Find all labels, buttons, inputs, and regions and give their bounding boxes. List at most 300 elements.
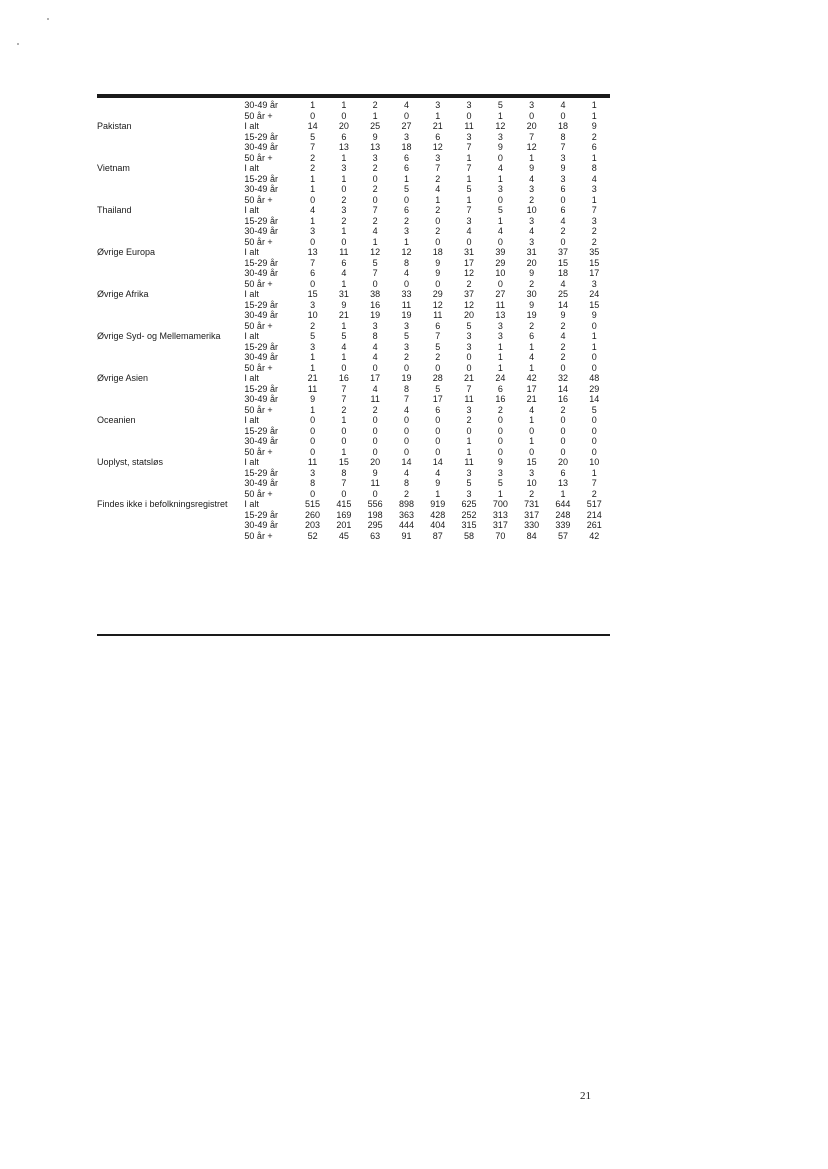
value-cell: 0 [372,194,378,205]
value-cell: 18 [557,121,568,131]
table-row [97,132,610,143]
value-cell: 87 [432,530,443,541]
value-cell: 0 [435,362,441,373]
value-cell: 21 [432,121,443,131]
value-cell: 260 [305,509,321,520]
value-cell: 2 [435,226,441,236]
value-cell: 1 [372,110,378,121]
value-cell: 7 [466,163,472,173]
country-label [97,426,244,437]
value-cell: 37 [464,289,475,299]
value-cell: 4 [591,173,597,184]
table-row [97,447,610,458]
age-group-label: 15-29 år [244,509,278,520]
value-cell: 7 [310,257,316,268]
age-group-label: 15-29 år [244,299,278,310]
table-row [97,384,610,395]
table-row [97,405,610,416]
country-label [97,226,244,237]
table-row [97,342,610,353]
value-cell: 4 [435,184,441,194]
age-group-label: 15-29 år [244,215,278,226]
value-cell: 4 [466,226,472,236]
value-cell: 0 [497,152,503,163]
value-cell: 1 [591,100,597,110]
value-cell: 0 [403,436,409,446]
age-group-label: 50 år + [244,236,273,247]
value-cell: 3 [403,320,409,331]
value-cell: 63 [370,530,381,541]
value-cell: 1 [529,415,535,425]
value-cell: 0 [372,173,378,184]
age-group-label: 15-29 år [244,383,278,394]
value-cell: 6 [560,184,566,194]
value-cell: 10 [307,310,318,320]
value-cell: 317 [524,509,540,520]
age-group-label: 15-29 år [244,131,278,142]
value-cell: 4 [372,226,378,236]
table-row [97,426,610,437]
value-cell: 0 [435,436,441,446]
value-cell: 4 [560,278,566,289]
value-cell: 13 [338,142,349,152]
value-cell: 0 [497,425,503,436]
age-group-label: 15-29 år [244,425,278,436]
value-cell: 0 [591,352,597,362]
country-label [97,363,244,374]
table-row [97,226,610,237]
value-cell: 11 [433,310,443,320]
value-cell: 20 [526,121,537,131]
value-cell: 9 [341,299,347,310]
value-cell: 6 [560,467,566,478]
value-cell: 6 [435,131,441,142]
value-cell: 6 [560,205,566,215]
age-group-label: 30-49 år [244,184,278,194]
value-cell: 1 [591,341,597,352]
table-row [97,468,610,479]
value-cell: 2 [529,320,535,331]
value-cell: 0 [372,362,378,373]
value-cell: 1 [341,226,347,236]
age-group-label: 50 år + [244,152,273,163]
value-cell: 0 [310,436,316,446]
value-cell: 252 [461,509,477,520]
table-row [97,363,610,374]
table-row [97,111,610,122]
value-cell: 6 [591,142,597,152]
value-cell: 4 [403,404,409,415]
value-cell: 0 [435,236,441,247]
value-cell: 3 [497,320,503,331]
value-cell: 38 [370,289,381,299]
value-cell: 29 [589,383,600,394]
value-cell: 4 [372,352,378,362]
value-cell: 8 [403,383,409,394]
value-cell: 5 [403,331,409,341]
value-cell: 5 [310,131,316,142]
value-cell: 444 [398,520,414,530]
value-cell: 3 [372,152,378,163]
age-group-label: I alt [244,121,259,131]
value-cell: 625 [461,499,477,509]
value-cell: 7 [435,331,441,341]
value-cell: 2 [466,415,472,425]
value-cell: 5 [466,478,472,488]
value-cell: 7 [435,163,441,173]
age-group-label: I alt [244,457,259,467]
value-cell: 20 [526,257,537,268]
value-cell: 9 [529,299,535,310]
value-cell: 2 [341,215,347,226]
value-cell: 8 [341,467,347,478]
value-cell: 0 [529,446,535,457]
table-row [97,373,610,384]
value-cell: 3 [466,467,472,478]
value-cell: 4 [403,100,409,110]
value-cell: 14 [401,457,412,467]
value-cell: 11 [370,394,380,404]
value-cell: 295 [367,520,383,530]
age-group-label: 30-49 år [244,394,278,404]
value-cell: 35 [589,247,600,257]
value-cell: 2 [372,404,378,415]
value-cell: 4 [529,404,535,415]
age-group-label: 30-49 år [244,478,278,488]
country-label [97,405,244,416]
table-row [97,415,610,426]
table-row [97,489,610,500]
table-row [97,100,610,111]
value-cell: 0 [435,425,441,436]
value-cell: 11 [401,299,412,310]
value-cell: 3 [497,331,503,341]
value-cell: 4 [560,215,566,226]
age-group-label: I alt [244,205,259,215]
value-cell: 25 [557,289,568,299]
value-cell: 1 [497,488,503,499]
value-cell: 12 [464,268,475,278]
table-row [97,163,610,174]
value-cell: 14 [589,394,600,404]
value-cell: 315 [461,520,477,530]
value-cell: 18 [401,142,412,152]
value-cell: 7 [310,142,316,152]
value-cell: 3 [310,467,316,478]
value-cell: 2 [591,226,597,236]
value-cell: 0 [435,215,441,226]
country-label [97,279,244,290]
value-cell: 18 [557,268,568,278]
value-cell: 3 [435,100,441,110]
value-cell: 31 [338,289,349,299]
value-cell: 700 [492,499,508,509]
value-cell: 0 [560,446,566,457]
country-label: Øvrige Asien [97,373,149,383]
value-cell: 0 [372,425,378,436]
value-cell: 1 [403,173,409,184]
value-cell: 37 [557,247,568,257]
value-cell: 919 [430,499,446,509]
value-cell: 3 [403,131,409,142]
value-cell: 1 [341,173,347,184]
value-cell: 0 [372,415,378,425]
value-cell: 0 [372,446,378,457]
value-cell: 2 [310,320,316,331]
value-cell: 0 [341,436,347,446]
value-cell: 4 [403,467,409,478]
value-cell: 31 [526,247,537,257]
value-cell: 27 [401,121,412,131]
value-cell: 6 [435,404,441,415]
value-cell: 198 [367,509,383,520]
value-cell: 5 [310,331,316,341]
value-cell: 3 [341,205,347,215]
value-cell: 1 [310,215,316,226]
value-cell: 0 [591,362,597,373]
value-cell: 4 [372,383,378,394]
age-group-label: 30-49 år [244,520,278,530]
value-cell: 9 [529,268,535,278]
value-cell: 3 [529,184,535,194]
value-cell: 29 [495,257,506,268]
value-cell: 1 [560,488,566,499]
value-cell: 6 [403,152,409,163]
value-cell: 21 [338,310,349,320]
value-cell: 644 [555,499,571,509]
value-cell: 16 [338,373,349,383]
table-row [97,216,610,227]
value-cell: 5 [497,478,503,488]
country-label [97,468,244,479]
age-group-label: 50 år + [244,488,273,499]
value-cell: 20 [338,121,349,131]
country-label [97,310,244,321]
country-label [97,184,244,195]
value-cell: 0 [591,436,597,446]
value-cell: 1 [372,236,378,247]
value-cell: 0 [497,436,503,446]
value-cell: 1 [497,110,503,121]
value-cell: 3 [403,226,409,236]
value-cell: 17 [432,394,443,404]
value-cell: 9 [591,310,597,320]
value-cell: 6 [529,331,535,341]
value-cell: 0 [403,362,409,373]
value-cell: 42 [589,530,600,541]
age-group-label: 15-29 år [244,467,278,478]
country-label [97,384,244,395]
value-cell: 7 [403,394,409,404]
value-cell: 3 [466,331,472,341]
value-cell: 0 [310,446,316,457]
table-row [97,321,610,332]
value-cell: 2 [560,352,566,362]
value-cell: 6 [403,163,409,173]
table-row [97,394,610,405]
value-cell: 0 [529,110,535,121]
value-cell: 28 [432,373,443,383]
value-cell: 1 [591,467,597,478]
value-cell: 3 [372,320,378,331]
value-cell: 9 [497,142,503,152]
table-row [97,121,610,132]
value-cell: 3 [310,226,316,236]
age-group-label: 30-49 år [244,100,278,110]
value-cell: 2 [529,488,535,499]
value-cell: 1 [591,110,597,121]
age-group-label: I alt [244,499,259,509]
value-cell: 0 [341,488,347,499]
value-cell: 0 [372,488,378,499]
value-cell: 7 [341,394,347,404]
value-cell: 5 [435,383,441,394]
value-cell: 1 [466,152,472,163]
value-cell: 1 [466,446,472,457]
age-group-label: 30-49 år [244,226,278,236]
value-cell: 15 [589,299,600,310]
value-cell: 1 [341,100,347,110]
value-cell: 1 [591,152,597,163]
value-cell: 1 [497,173,503,184]
value-cell: 0 [403,446,409,457]
value-cell: 0 [466,110,472,121]
age-group-label: 15-29 år [244,173,278,184]
value-cell: 2 [591,131,597,142]
table-row [97,457,610,468]
country-label: Uoplyst, statsløs [97,457,164,467]
value-cell: 9 [372,131,378,142]
value-cell: 12 [495,121,506,131]
value-cell: 0 [341,184,347,194]
value-cell: 3 [497,131,503,142]
country-label [97,216,244,227]
value-cell: 8 [560,131,566,142]
value-cell: 3 [403,341,409,352]
value-cell: 31 [464,247,475,257]
value-cell: 0 [341,236,347,247]
value-cell: 2 [310,152,316,163]
value-cell: 0 [466,362,472,373]
value-cell: 0 [310,488,316,499]
table-row [97,520,610,531]
table-top-rule [97,94,610,98]
value-cell: 0 [341,362,347,373]
table-row [97,531,610,542]
value-cell: 18 [432,247,443,257]
country-label [97,300,244,311]
table-row [97,258,610,269]
value-cell: 1 [435,110,441,121]
value-cell: 20 [464,310,475,320]
value-cell: 3 [591,184,597,194]
country-label: Thailand [97,205,132,215]
value-cell: 48 [589,373,600,383]
value-cell: 8 [372,331,378,341]
value-cell: 248 [555,509,571,520]
value-cell: 7 [591,478,597,488]
value-cell: 12 [464,299,475,310]
value-cell: 1 [341,320,347,331]
age-group-label: 30-49 år [244,310,278,320]
value-cell: 3 [529,236,535,247]
country-label [97,520,244,531]
country-label [97,111,244,122]
country-label [97,489,244,500]
value-cell: 9 [529,163,535,173]
value-cell: 556 [367,499,383,509]
value-cell: 7 [341,383,347,394]
value-cell: 0 [497,194,503,205]
country-label [97,174,244,185]
value-cell: 4 [560,331,566,341]
value-cell: 4 [529,173,535,184]
value-cell: 3 [435,152,441,163]
country-label [97,321,244,332]
age-group-label: 50 år + [244,404,273,415]
value-cell: 10 [495,268,506,278]
value-cell: 0 [403,425,409,436]
value-cell: 5 [591,404,597,415]
value-cell: 3 [466,341,472,352]
statistics-table [97,100,610,541]
value-cell: 2 [435,205,441,215]
value-cell: 0 [591,446,597,457]
value-cell: 1 [466,194,472,205]
value-cell: 9 [310,394,316,404]
country-label: Øvrige Syd- og Mellemamerika [97,331,221,341]
value-cell: 0 [529,425,535,436]
value-cell: 2 [372,163,378,173]
value-cell: 0 [310,194,316,205]
value-cell: 8 [591,163,597,173]
value-cell: 0 [466,236,472,247]
value-cell: 6 [341,131,347,142]
scan-speck [47,18,49,20]
age-group-label: I alt [244,163,259,173]
value-cell: 3 [560,152,566,163]
value-cell: 9 [372,467,378,478]
value-cell: 1 [529,152,535,163]
value-cell: 0 [466,425,472,436]
value-cell: 0 [560,194,566,205]
value-cell: 0 [310,415,316,425]
value-cell: 0 [310,425,316,436]
value-cell: 317 [492,520,508,530]
value-cell: 21 [526,394,537,404]
value-cell: 4 [497,163,503,173]
age-group-label: 50 år + [244,110,273,121]
table-row [97,247,610,258]
value-cell: 0 [403,415,409,425]
country-label [97,342,244,353]
table-row [97,499,610,510]
age-group-label: 30-49 år [244,142,278,152]
value-cell: 1 [310,404,316,415]
value-cell: 2 [497,404,503,415]
age-group-label: 15-29 år [244,257,278,268]
value-cell: 15 [526,457,537,467]
value-cell: 0 [466,352,472,362]
value-cell: 363 [398,509,414,520]
value-cell: 11 [370,478,380,488]
value-cell: 0 [310,236,316,247]
value-cell: 5 [403,184,409,194]
value-cell: 25 [370,121,381,131]
value-cell: 6 [497,383,503,394]
age-group-label: 30-49 år [244,352,278,362]
value-cell: 0 [560,236,566,247]
